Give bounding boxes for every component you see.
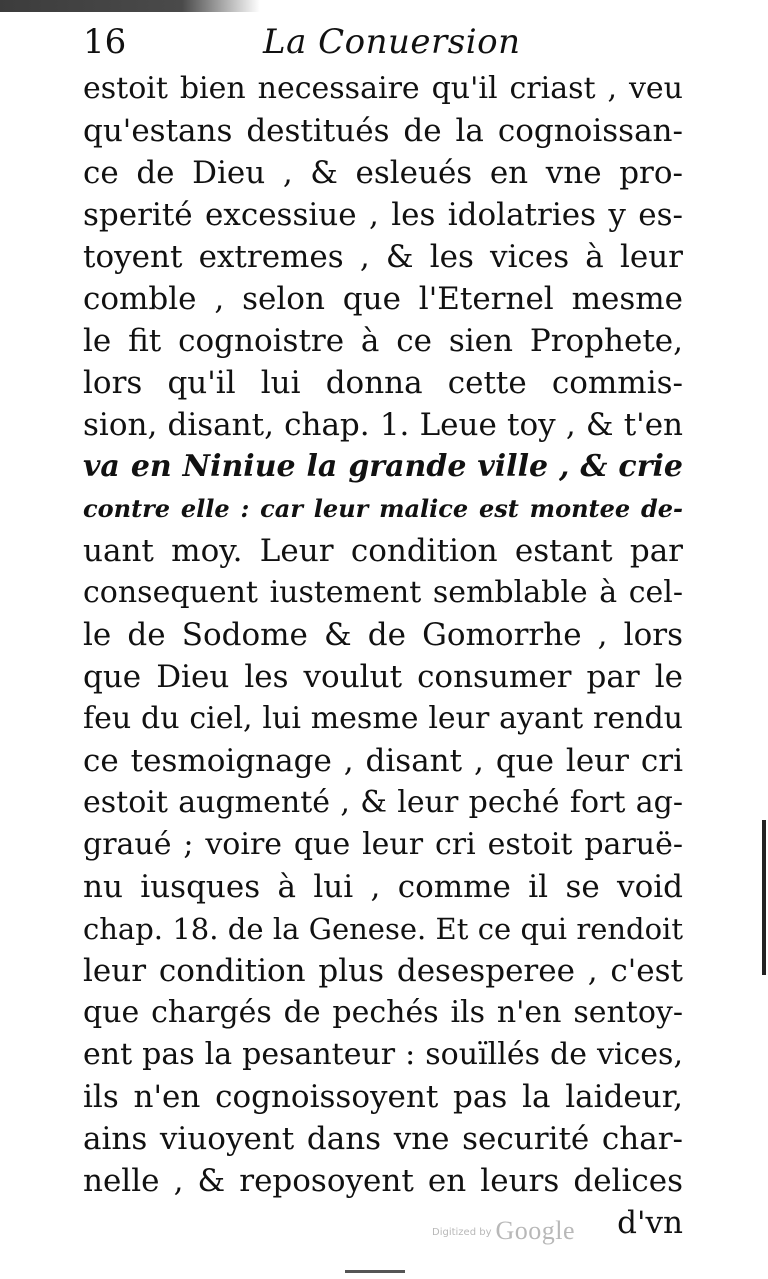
text-line: ent pas la pesanteur : souïllés de vices, — [83, 1037, 683, 1072]
text-line: ce tesmoignage , disant , que leur cri — [83, 743, 683, 779]
text-line: le fit cognoistre à ce sien Prophete, — [83, 323, 683, 359]
page-edge-mark — [762, 820, 766, 975]
text-line: ains viuoyent dans vne securité char- — [83, 1121, 683, 1157]
bottom-scan-mark — [345, 1270, 405, 1273]
text-line: sion, disant, chap. 1. Leue toy , & t'en — [83, 407, 683, 443]
text-line: ce de Dieu , & esleués en vne pro- — [83, 155, 683, 191]
text-line: chap. 18. de la Genese. Et ce qui rendoit — [83, 912, 683, 946]
text-line: ils n'en cognoissoyent pas la laideur, — [83, 1079, 683, 1115]
text-line: sperité excessiue , les idolatries y es- — [83, 197, 683, 233]
text-line: comble , selon que l'Eternel mesme — [83, 281, 683, 317]
text-line-italic: va en Niniue la grande ville , & crie — [83, 449, 683, 484]
digitized-watermark — [432, 1206, 575, 1246]
page-number: 16 — [83, 22, 127, 62]
scan-edge-shadow — [0, 0, 260, 12]
digitized-prefix: Digitized by — [432, 1227, 492, 1238]
text-line: nu iusques à lui , comme il se void — [83, 869, 683, 905]
text-line: estoit augmenté , & leur peché fort ag- — [83, 785, 683, 820]
text-line: le de Sodome & de Gomorrhe , lors — [83, 617, 683, 653]
google-logo: Google — [495, 1216, 576, 1245]
catchword: d'vn — [617, 1205, 683, 1241]
text-line: que Dieu les voulut consumer par le — [83, 659, 683, 695]
text-line: feu du ciel, lui mesme leur ayant rendu — [83, 701, 683, 736]
text-line: qu'estans destitués de la cognoissan- — [83, 113, 683, 149]
text-line: nelle , & reposoyent en leurs delices — [83, 1163, 683, 1199]
text-line: estoit bien necessaire qu'il criast , veu — [83, 71, 683, 106]
text-line: leur condition plus desesperee , c'est — [83, 953, 683, 989]
page-header — [83, 18, 683, 68]
text-line: graué ; voire que leur cri estoit paruë- — [83, 827, 683, 862]
text-line: consequent iustement semblable à cel- — [83, 575, 683, 610]
body-text — [83, 68, 683, 1244]
text-line-italic: contre elle : car leur malice est montee de- — [83, 494, 683, 523]
running-title: La Conuersion — [263, 22, 521, 62]
text-line: lors qu'il lui donna cette commis- — [83, 365, 683, 401]
text-line: que chargés de pechés ils n'en sentoy- — [83, 995, 683, 1030]
text-line: uant moy. Leur condition estant par — [83, 533, 683, 569]
text-line: toyent extremes , & les vices à leur — [83, 239, 683, 275]
